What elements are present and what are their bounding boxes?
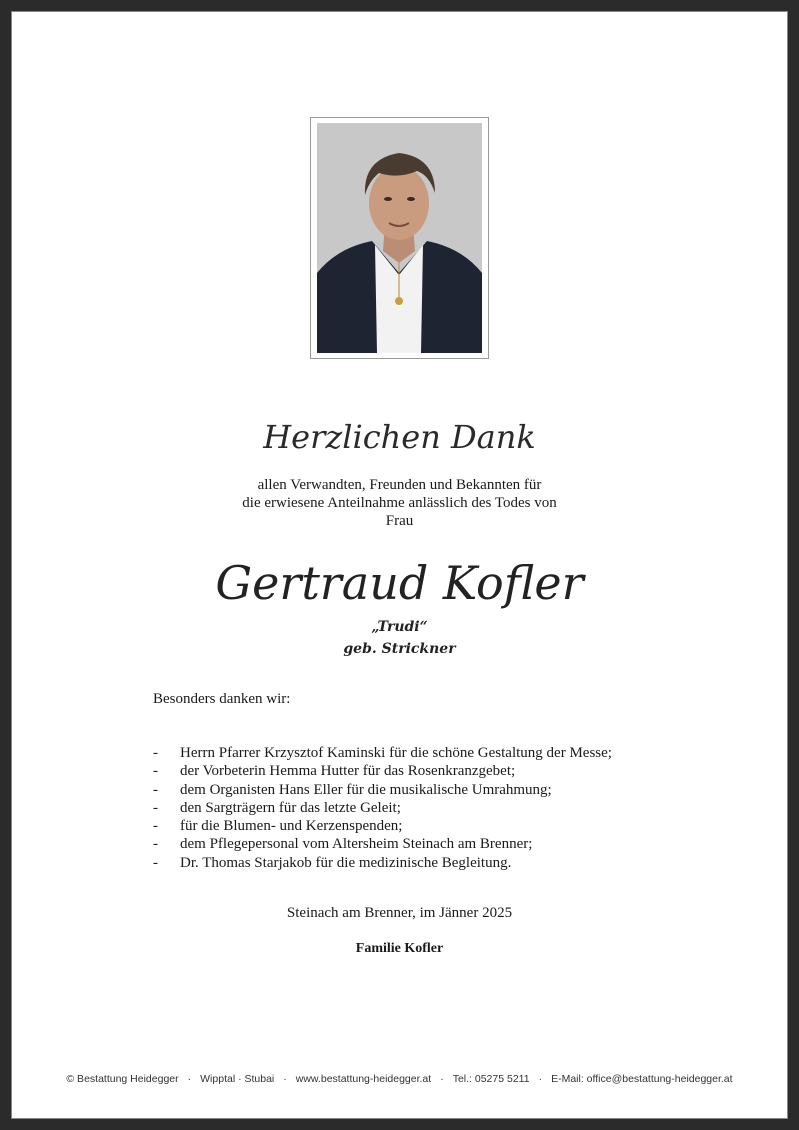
footer-region: Wipptal · Stubai	[200, 1073, 275, 1085]
heading-thanks: Herzlichen Dank	[263, 418, 536, 456]
bullet: -	[153, 818, 158, 835]
footer-separator: ·	[187, 1073, 192, 1085]
deceased-name: Gertraud Kofler	[215, 556, 584, 610]
footer-phone: Tel.: 05275 5211	[452, 1073, 530, 1085]
portrait-illustration	[317, 123, 482, 353]
bullet: -	[153, 781, 158, 798]
bullet: -	[153, 799, 158, 816]
footer	[0, 1073, 799, 1085]
list-item-text: der Vorbeterin Hemma Hutter für das Rosenkranzgebet;	[180, 763, 516, 780]
footer-separator: ·	[283, 1073, 287, 1085]
place-date: Steinach am Brenner, im Jänner 2025	[286, 905, 513, 921]
list-item	[153, 854, 612, 872]
list-item-text: Dr. Thomas Starjakob für die medizinische Begleitung.	[180, 854, 512, 871]
list-item-text: Herrn Pfarrer Krzysztof Kaminski für die schöne Gestaltung der Messe;	[180, 745, 612, 761]
intro-line: die erwiesene Anteilnahme anlässlich des Todes von	[242, 495, 557, 511]
portrait-photo	[317, 123, 482, 353]
thanks-intro: Besonders danken wir:	[153, 691, 291, 707]
list-item	[153, 744, 612, 762]
bullet: -	[153, 745, 158, 761]
list-item	[153, 835, 612, 853]
portrait-frame	[310, 117, 489, 359]
list-item-text: für die Blumen- und Kerzenspenden;	[180, 818, 403, 835]
intro-line: allen Verwandten, Freunden und Bekannten für	[257, 477, 542, 493]
footer-company: © Bestattung Heidegger	[66, 1073, 179, 1085]
intro-text	[0, 476, 799, 530]
thanks-list	[153, 744, 612, 872]
footer-email-link[interactable]: E-Mail: office@bestattung-heidegger.at	[551, 1073, 733, 1085]
footer-separator: ·	[538, 1073, 543, 1085]
deceased-nickname: „Trudi“	[371, 619, 428, 635]
list-item-text: den Sargträgern für das letzte Geleit;	[180, 799, 401, 816]
bullet: -	[153, 763, 158, 780]
list-item	[153, 762, 612, 780]
signature: Familie Kofler	[355, 941, 444, 956]
footer-website-link[interactable]: www.bestattung-heidegger.at	[295, 1073, 432, 1085]
list-item-text: dem Organisten Hans Eller für die musikalische Umrahmung;	[180, 781, 552, 798]
list-item	[153, 817, 612, 835]
intro-line: Frau	[385, 513, 414, 529]
list-item	[153, 781, 612, 799]
bullet: -	[153, 854, 158, 871]
bullet: -	[153, 836, 158, 853]
list-item-text: dem Pflegepersonal vom Altersheim Steinach am Brenner;	[180, 836, 533, 853]
footer-separator: ·	[440, 1073, 444, 1085]
deceased-birth-name: geb. Strickner	[343, 641, 456, 657]
list-item	[153, 799, 612, 817]
